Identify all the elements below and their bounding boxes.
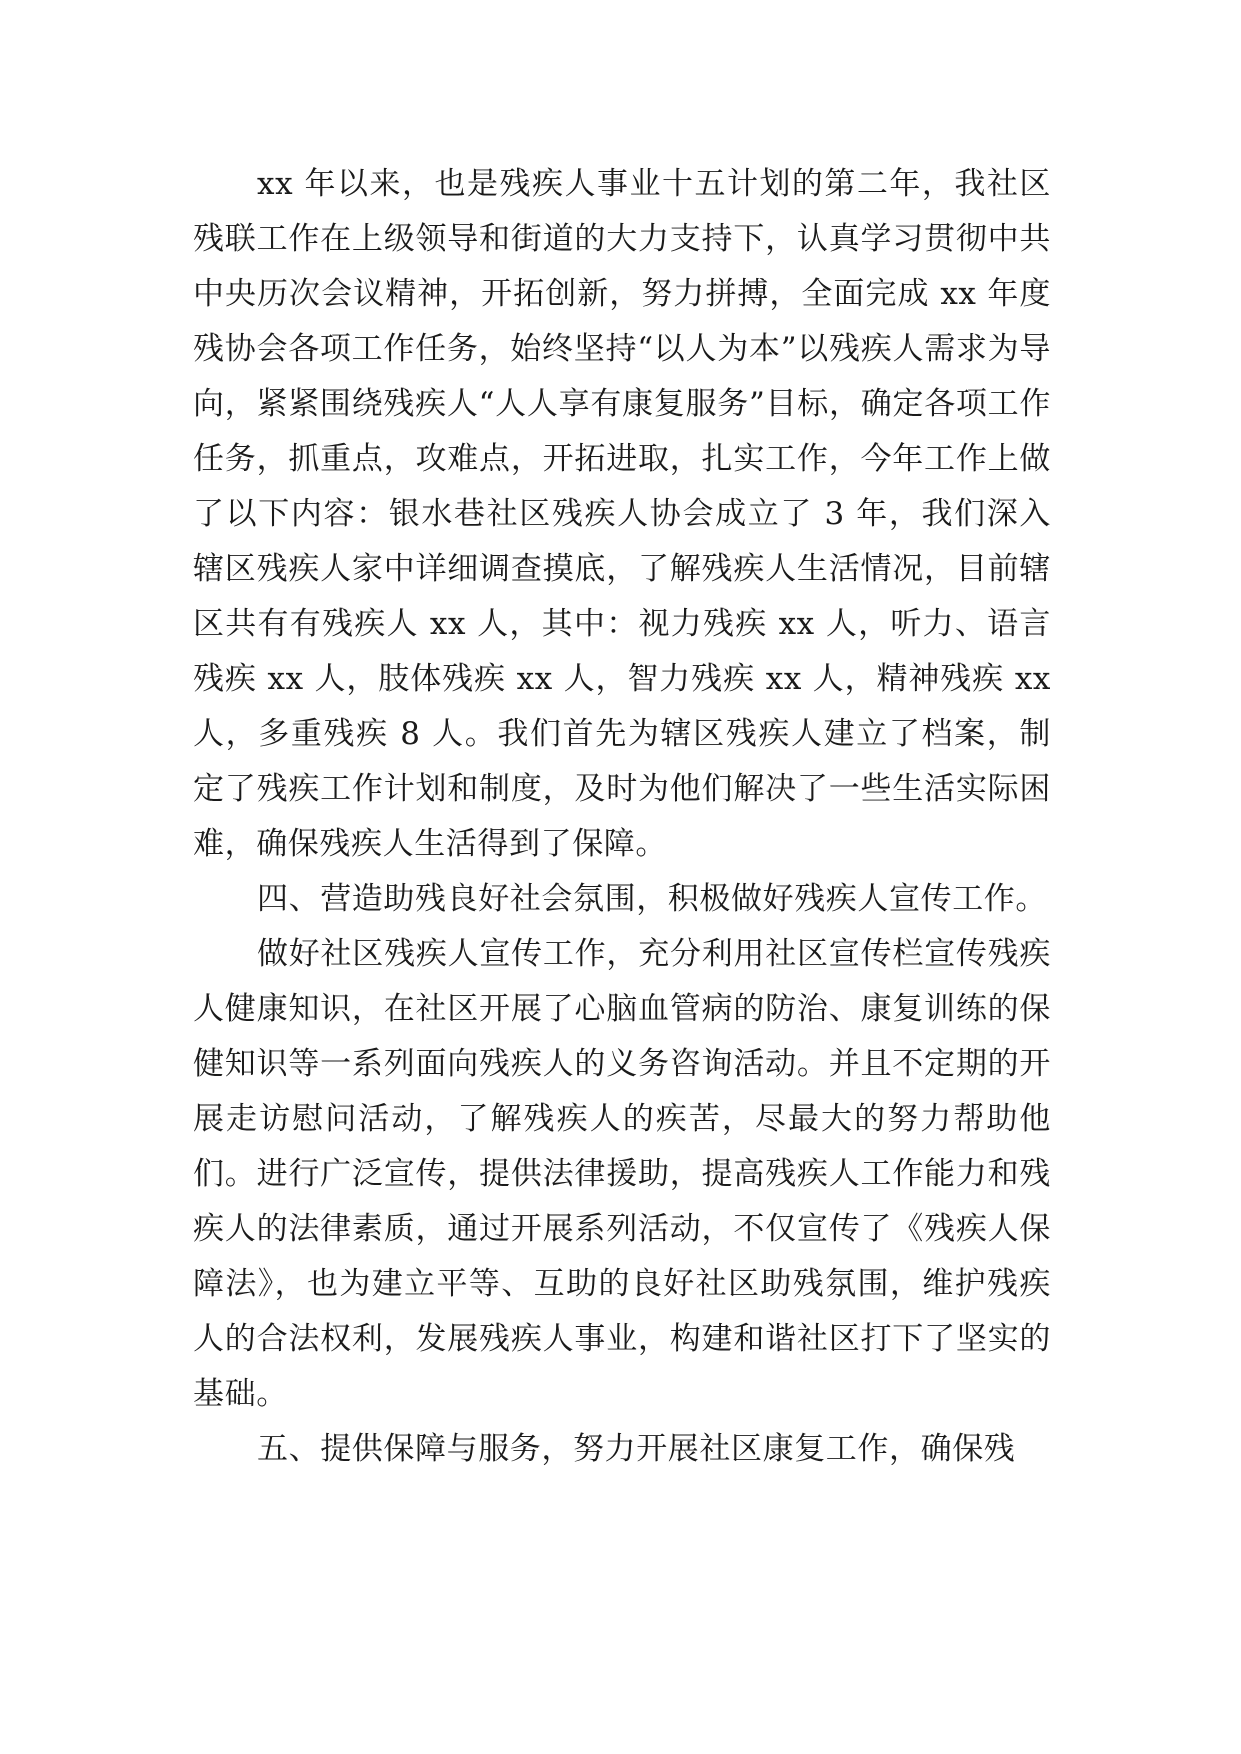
body-text (193, 157, 1051, 1477)
paragraph-publicity: 做好社区残疾人宣传工作，充分利用社区宣传栏宣传残疾人健康知识，在社区开展了心脑血管病的防治、康复训练的保健知识等一系列面向残疾人的义务咨询活动。并且不定期的开展走访慰问活动，了解残疾人的疾苦，尽最大的努力帮助他们。进行广泛宣传，提供法律援助，提高残疾人工作能力和残疾人的法律素质，通过开展系列活动，不仅宣传了《残疾人保障法》，也为建立平等、互助的良好社区助残氛围，维护残疾人的合法权利，发展残疾人事业，构建和谐社区打下了坚实的基础。 (193, 936, 1051, 1412)
section-heading-four: 四、营造助残良好社会氛围，积极做好残疾人宣传工作。 (257, 881, 1047, 917)
section-heading-five: 五、提供保障与服务，努力开展社区康复工作，确保残 (257, 1431, 1016, 1467)
paragraph-intro: xx 年以来，也是残疾人事业十五计划的第二年，我社区残联工作在上级领导和街道的大力支持下，认真学习贯彻中共中央历次会议精神，开拓创新，努力拼搏，全面完成 xx 年度残协会各项工作任务，始终坚持“以人为本”以残疾人需求为导向，紧紧围绕残疾人“人人享有康复服务”目标，确定各项工作任务，抓重点，攻难点，开拓进取，扎实工作，今年工作上做了以下内容：银水巷社区残疾人协会成立了 3 年，我们深入辖区残疾人家中详细调查摸底，了解残疾人生活情况，目前辖区共有有残疾人 xx 人，其中：视力残疾 xx 人，听力、语言残疾 xx 人，肢体残疾 xx 人，智力残疾 xx 人，精神残疾 xx 人，多重残疾 8 人。我们首先为辖区残疾人建立了档案，制定了残疾工作计划和制度，及时为他们解决了一些生活实际困难，确保残疾人生活得到了保障。 (193, 166, 1051, 862)
